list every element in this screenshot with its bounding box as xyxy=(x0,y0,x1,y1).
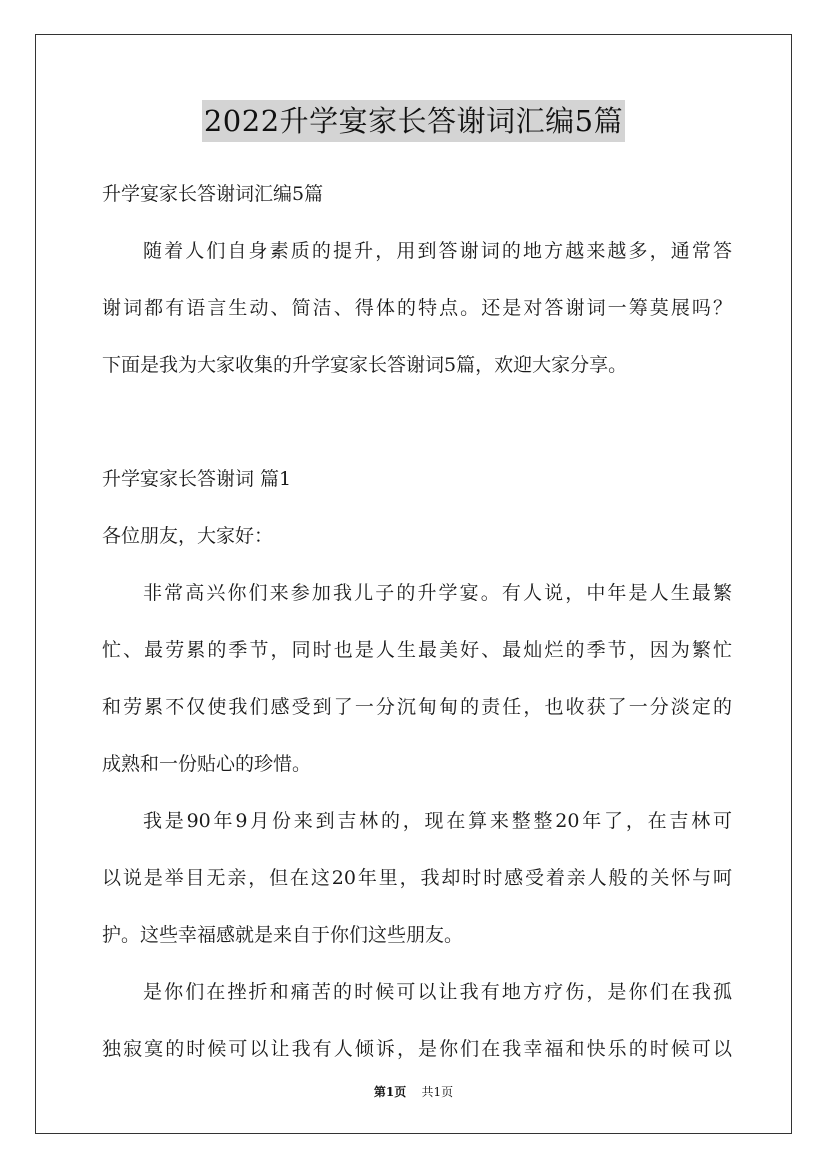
paragraph-line: 成熟和一份贴心的珍惜。 xyxy=(102,753,312,775)
page-total: 共1页 xyxy=(421,1085,454,1099)
page-number: 第1页 xyxy=(373,1085,407,1099)
intro-line: 下面是我为大家收集的升学宴家长答谢词5篇，欢迎大家分享。 xyxy=(102,354,628,376)
greeting: 各位朋友，大家好： xyxy=(102,525,274,547)
paragraph-line: 我是90年9月份来到吉林的，现在算来整整20年了，在吉林可 xyxy=(143,810,732,832)
paragraph-line: 和劳累不仅使我们感受到了一分沉甸甸的责任，也收获了一分淡定的 xyxy=(102,696,732,718)
document-body xyxy=(102,178,732,1090)
subtitle: 升学宴家长答谢词汇编5篇 xyxy=(102,183,324,205)
section-heading: 升学宴家长答谢词 篇1 xyxy=(102,468,292,490)
intro-line: 谢词都有语言生动、简洁、得体的特点。还是对答谢词一筹莫展吗？ xyxy=(102,297,732,319)
document-title: 2022升学宴家长答谢词汇编5篇 xyxy=(202,100,625,142)
intro-line: 随着人们自身素质的提升，用到答谢词的地方越来越多，通常答 xyxy=(143,240,732,262)
paragraph-line: 独寂寞的时候可以让我有人倾诉，是你们在我幸福和快乐的时候可以 xyxy=(102,1038,732,1060)
paragraph-line: 以说是举目无亲，但在这20年里，我却时时感受着亲人般的关怀与呵 xyxy=(102,867,732,889)
paragraph-line: 忙、最劳累的季节，同时也是人生最美好、最灿烂的季节，因为繁忙 xyxy=(102,639,732,661)
paragraph-line: 护。这些幸福感就是来自于你们这些朋友。 xyxy=(102,924,464,946)
spacer xyxy=(102,406,732,463)
title-wrapper xyxy=(0,100,827,142)
paragraph-line: 是你们在挫折和痛苦的时候可以让我有地方疗伤，是你们在我孤 xyxy=(143,981,732,1003)
page-footer xyxy=(0,1083,827,1100)
paragraph-line: 非常高兴你们来参加我儿子的升学宴。有人说，中年是人生最繁 xyxy=(143,582,732,604)
